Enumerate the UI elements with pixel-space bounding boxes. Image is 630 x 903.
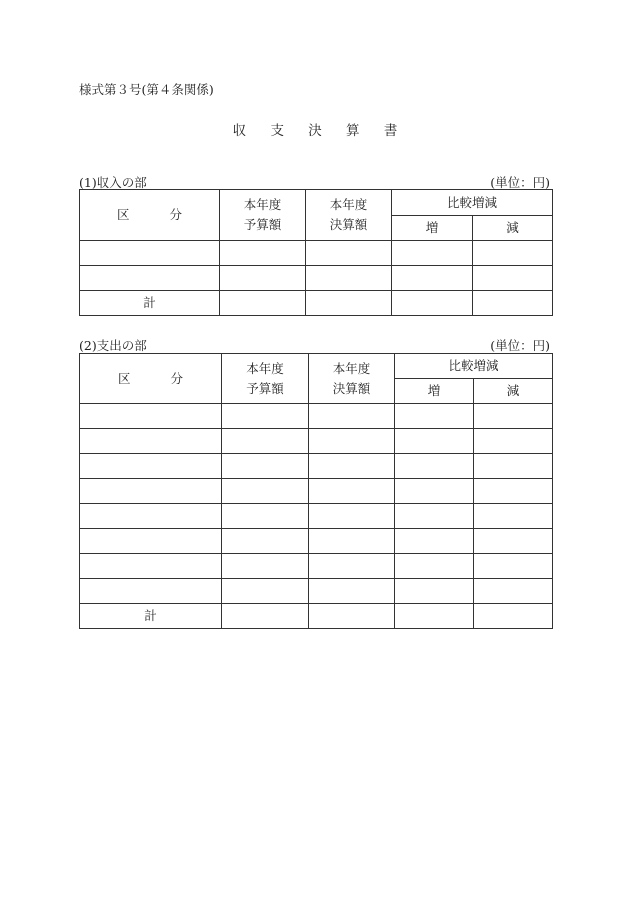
cell[interactable] [309, 404, 395, 429]
total-row [80, 604, 553, 629]
cell[interactable] [80, 429, 222, 454]
decrease-header: 減 [474, 379, 553, 404]
cell[interactable] [306, 241, 392, 266]
expense-section-label: (2)支出の部 [79, 338, 147, 353]
cell[interactable] [309, 554, 395, 579]
table-row [80, 241, 553, 266]
cell[interactable] [222, 579, 309, 604]
cell[interactable] [395, 479, 474, 504]
table-row [80, 479, 553, 504]
total-label: 計 [80, 604, 222, 629]
comparison-header: 比較増減 [392, 190, 553, 216]
cell[interactable] [309, 604, 395, 629]
table-row [80, 454, 553, 479]
form-number: 様式第３号(第４条関係) [79, 82, 214, 97]
cell[interactable] [309, 504, 395, 529]
table-row [80, 554, 553, 579]
table-row [80, 529, 553, 554]
cell[interactable] [395, 404, 474, 429]
cell[interactable] [309, 479, 395, 504]
cell[interactable] [395, 554, 474, 579]
cell[interactable] [222, 404, 309, 429]
cell[interactable] [222, 504, 309, 529]
cell[interactable] [222, 479, 309, 504]
settlement-header: 本年度 決算額 [309, 354, 395, 404]
total-row [80, 291, 553, 316]
settlement-header: 本年度 決算額 [306, 190, 392, 241]
cell[interactable] [309, 429, 395, 454]
increase-header: 増 [395, 379, 474, 404]
table-row [80, 579, 553, 604]
cell[interactable] [395, 604, 474, 629]
total-label: 計 [80, 291, 220, 316]
cell[interactable] [395, 529, 474, 554]
cell[interactable] [220, 291, 306, 316]
cell[interactable] [222, 429, 309, 454]
document-title: 収 支 決 算 書 [232, 123, 408, 139]
table-row [80, 504, 553, 529]
cell[interactable] [392, 241, 473, 266]
expense-table [79, 353, 553, 629]
income-section-label: (1)収入の部 [79, 175, 147, 190]
cell[interactable] [80, 404, 222, 429]
cell[interactable] [474, 529, 553, 554]
cell[interactable] [474, 479, 553, 504]
income-unit-label: (単位：円) [490, 175, 550, 190]
cell[interactable] [474, 554, 553, 579]
cell[interactable] [222, 454, 309, 479]
table-row [80, 266, 553, 291]
cell[interactable] [473, 241, 553, 266]
cell[interactable] [80, 504, 222, 529]
kubun-header: 区 分 [80, 190, 220, 241]
cell[interactable] [395, 579, 474, 604]
budget-header: 本年度 予算額 [220, 190, 306, 241]
cell[interactable] [220, 266, 306, 291]
cell[interactable] [473, 291, 553, 316]
cell[interactable] [474, 404, 553, 429]
table-row [80, 404, 553, 429]
cell[interactable] [309, 454, 395, 479]
cell[interactable] [80, 479, 222, 504]
cell[interactable] [392, 266, 473, 291]
comparison-header: 比較増減 [395, 354, 553, 379]
budget-header: 本年度 予算額 [222, 354, 309, 404]
cell[interactable] [395, 504, 474, 529]
increase-header: 増 [392, 216, 473, 241]
cell[interactable] [309, 579, 395, 604]
cell[interactable] [222, 604, 309, 629]
cell[interactable] [474, 429, 553, 454]
cell[interactable] [222, 554, 309, 579]
cell[interactable] [306, 291, 392, 316]
expense-unit-label: (単位：円) [490, 338, 550, 353]
cell[interactable] [80, 454, 222, 479]
cell[interactable] [474, 579, 553, 604]
cell[interactable] [473, 266, 553, 291]
decrease-header: 減 [473, 216, 553, 241]
table-row [80, 429, 553, 454]
cell[interactable] [222, 529, 309, 554]
cell[interactable] [474, 604, 553, 629]
cell[interactable] [220, 241, 306, 266]
cell[interactable] [474, 454, 553, 479]
cell[interactable] [80, 579, 222, 604]
cell[interactable] [474, 504, 553, 529]
kubun-header: 区 分 [80, 354, 222, 404]
cell[interactable] [306, 266, 392, 291]
cell[interactable] [80, 554, 222, 579]
cell[interactable] [392, 291, 473, 316]
cell[interactable] [80, 529, 222, 554]
cell[interactable] [80, 266, 220, 291]
cell[interactable] [395, 454, 474, 479]
income-table [79, 189, 553, 316]
cell[interactable] [80, 241, 220, 266]
cell[interactable] [309, 529, 395, 554]
cell[interactable] [395, 429, 474, 454]
